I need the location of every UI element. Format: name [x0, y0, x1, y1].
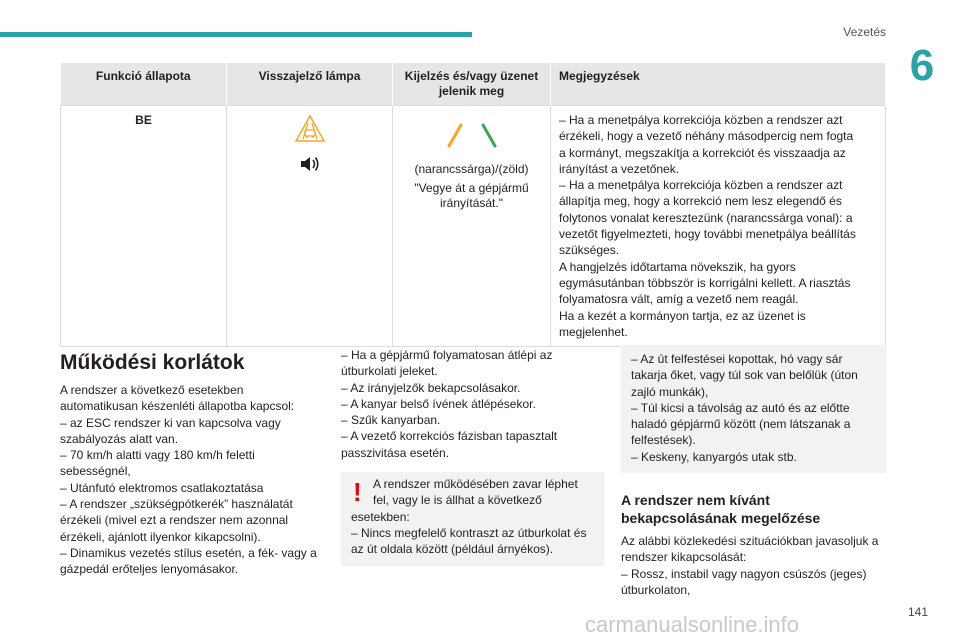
warning-box: [341, 472, 604, 565]
warning-line: esetekben:: [351, 509, 410, 524]
remark-line: Ha a kezét a kormányon tartja, ez az üzenet is: [559, 308, 806, 323]
body-line: automatikusan készenléti állapotba kapcsol:: [60, 399, 295, 414]
header-function-state: Funkció állapota: [61, 63, 227, 106]
remark-line: szükséges.: [559, 243, 620, 258]
warning-line: fel, vagy le is állhat a következő: [373, 493, 542, 508]
remark-line: állapítja meg, hogy a korrekció nem lesz elegendő és: [559, 194, 842, 209]
header-remarks: Megjegyzések: [551, 63, 886, 106]
warning-lamp-cell: [227, 106, 393, 347]
body-line: útburkolaton,: [621, 582, 691, 597]
body-line: – A rendszer „szükségpótkerék” használatát: [60, 497, 293, 512]
function-status-table: [60, 63, 886, 347]
remark-line: – Ha a menetpálya korrekciója közben a rendszer azt: [559, 178, 843, 193]
body-line: A rendszer a következő esetekben: [60, 383, 244, 397]
body-line: – A vezető korrekciós fázisban tapasztalt: [341, 429, 558, 444]
body-line: sebességnél,: [60, 464, 131, 479]
body-line: – Az irányjelzők bekapcsolásakor.: [341, 380, 521, 395]
body-line: – Dinamikus vezetés stílus esetén, a fék- vagy a: [60, 545, 317, 560]
middle-column: [341, 347, 604, 566]
body-line: érzékeli, ajánlott ilyenkor kikapcsolni).: [60, 529, 261, 544]
remark-line: A hangjelzés időtartama növekszik, ha gyors: [559, 259, 796, 274]
header-display-message: Kijelzés és/vagy üzenet jelenik meg: [393, 63, 551, 106]
remark-line: a kormányt, megszakítja a korrekciót és visszaadja az: [559, 145, 846, 160]
watermark: carmanualsonline.info: [585, 612, 800, 637]
body-line: – 70 km/h alatti vagy 180 km/h feletti: [60, 448, 255, 463]
header-warning-lamp: Visszajelző lámpa: [227, 63, 393, 106]
body-line: passzivitása esetén.: [341, 445, 450, 460]
function-state-value: BE: [135, 113, 152, 127]
warning-line: az út oldala között (például árnyékos).: [351, 542, 554, 557]
warning-line: A rendszer működésében zavar léphet: [373, 477, 578, 492]
display-message-cell: [393, 106, 551, 347]
warning-line: – Nincs megfelelő kontraszt az útburkolat és: [351, 525, 587, 540]
body-line: szabályozás alatt van.: [60, 431, 179, 446]
lane-keep-warning-icon: [235, 114, 384, 148]
section-name: Vezetés: [843, 25, 886, 39]
body-line: – Szűk kanyarban.: [341, 413, 441, 428]
exclamation-icon: !: [353, 477, 362, 508]
function-state-cell: [61, 106, 227, 347]
operating-limits-column: [60, 350, 328, 578]
remark-line: – Ha a menetpálya korrekciója közben a rendszer azt: [559, 113, 843, 127]
body-line: – az ESC rendszer ki van kapcsolva vagy: [60, 415, 281, 430]
remark-line: irányítást a vezetőnek.: [559, 161, 680, 176]
table-row: [61, 106, 886, 347]
box-line: – Keskeny, kanyargós utak stb.: [631, 449, 797, 464]
remark-line: érzékeli, hogy a vezető néhány másodpercig nem fogta: [559, 129, 854, 144]
remark-line: egymásutánban többször is korrigálni kellett. A riasztás: [559, 275, 851, 290]
box-line: felfestések).: [631, 433, 696, 448]
remark-line: vezetőt figyelmezteti, hogy további menetpálya beállítás: [559, 227, 856, 242]
body-line: rendszer kikapcsolását:: [621, 550, 747, 565]
body-line: útburkolati jeleket.: [341, 364, 438, 379]
box-line: zajló munkák),: [631, 384, 709, 399]
page-number: 141: [907, 605, 928, 619]
remarks-cell: [551, 106, 886, 347]
body-line: – Ha a gépjármű folyamatosan átlépi az: [341, 348, 553, 362]
body-line: Az alábbi közlekedési szituációkban javasoljuk a: [621, 534, 879, 549]
takeover-message: "Vegye át a gépjármű irányítását.": [414, 181, 529, 211]
colors-label: (narancssárga)/(zöld): [414, 162, 529, 177]
chapter-number: 6: [909, 41, 935, 90]
body-line: – Utánfutó elektromos csatlakoztatása: [60, 480, 264, 495]
body-line: – A kanyar belső ívének átlépésekor.: [341, 396, 536, 411]
box-line: takarja őket, vagy túl sok van belőlük (úton: [631, 368, 858, 383]
remark-line: folytonos vonalat keresztezünk (narancssárga vonal): a: [559, 210, 853, 225]
remark-line: megjelenhet.: [559, 324, 628, 339]
body-line: érzékeli (mivel ezt a rendszer nem azonnal: [60, 513, 289, 528]
body-line: – Rossz, instabil vagy nagyon csúszós (jeges): [621, 566, 867, 581]
box-line: – Túl kicsi a távolság az autó és az előtte: [631, 400, 850, 415]
box-line: – Az út felfestései kopottak, hó vagy sár: [631, 352, 843, 366]
speaker-icon: [235, 154, 384, 178]
lane-lines-icon: [401, 122, 542, 152]
right-column: [621, 345, 886, 598]
remark-line: folyamatosra vált, amíg a vezető nem reagál.: [559, 292, 799, 307]
section-title: Működési korlátok: [60, 351, 245, 374]
header-accent-bar: [0, 32, 472, 37]
limitations-box: [621, 345, 886, 473]
body-line: gázpedál erőteljes lenyomásakor.: [60, 562, 239, 577]
subsection-title: A rendszer nem kívánt bekapcsolásának megelőzése: [621, 492, 821, 527]
box-line: haladó gépjármű között (nem látszanak a: [631, 417, 851, 432]
